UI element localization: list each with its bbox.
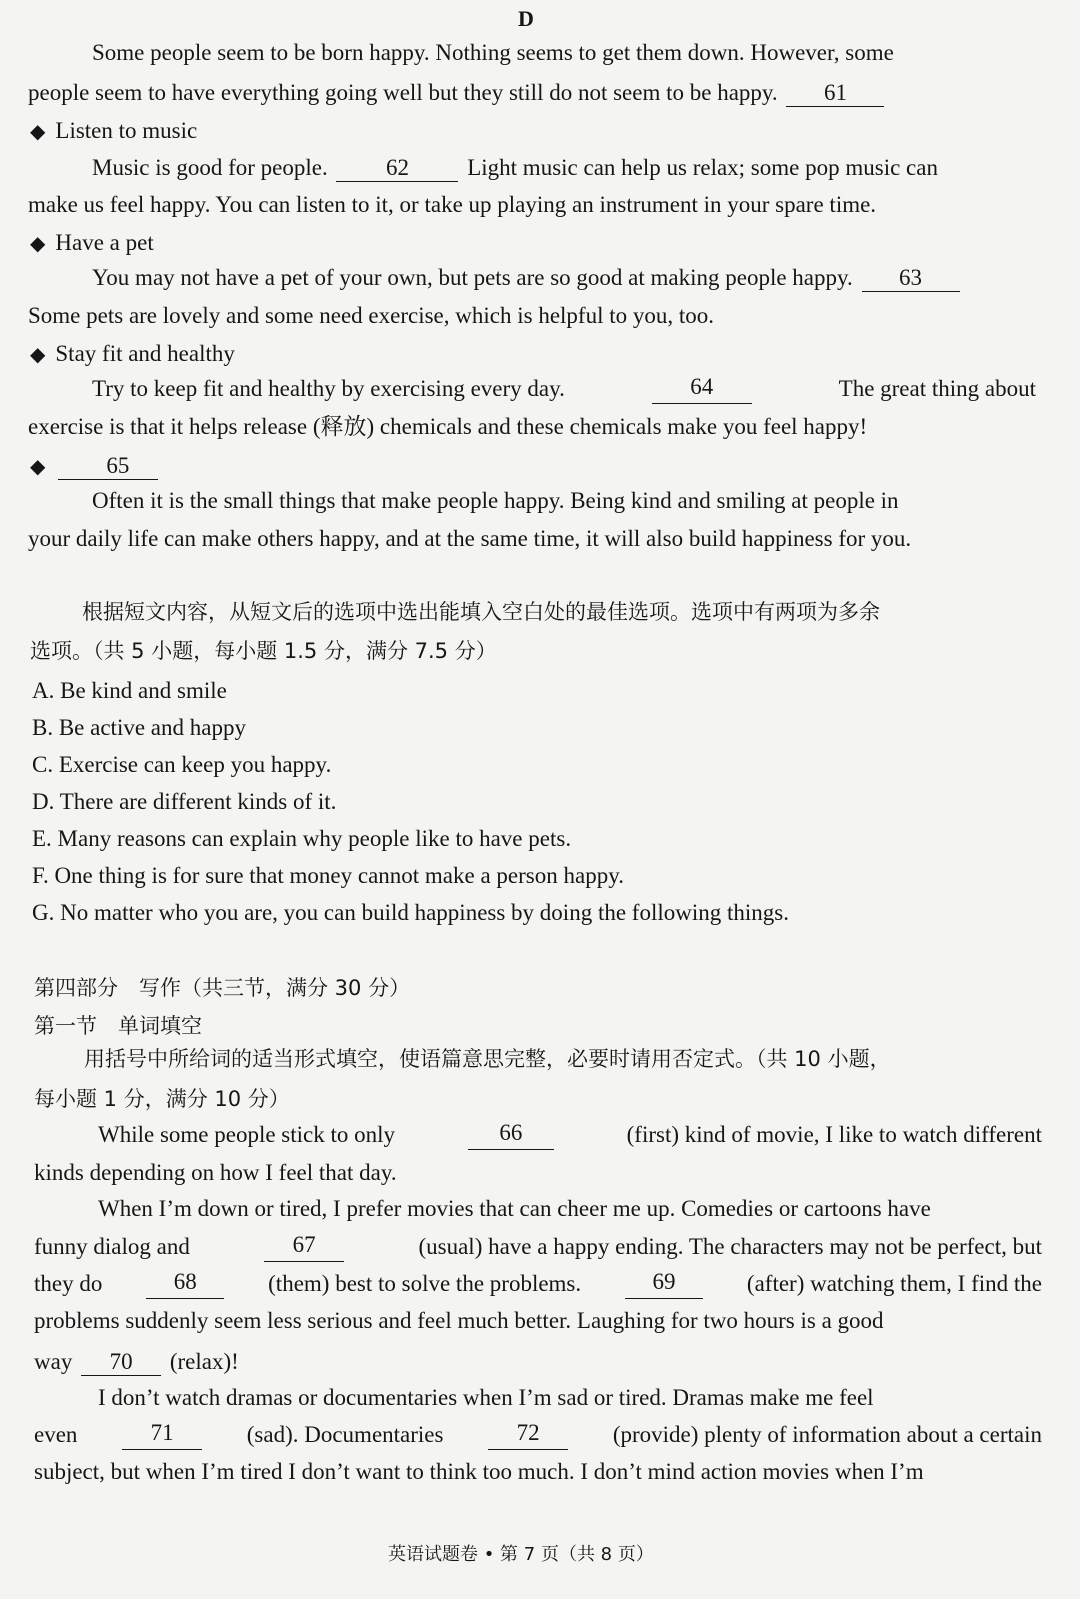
blank-72[interactable]: 72 bbox=[488, 1420, 568, 1450]
instructions-line-1: 根据短文内容，从短文后的选项中选出能填入空白处的最佳选项。选项中有两项为多余 bbox=[82, 600, 880, 624]
blank-70[interactable]: 70 bbox=[81, 1349, 161, 1376]
blank-65[interactable]: 65 bbox=[58, 453, 158, 480]
para1-line-1 bbox=[92, 153, 938, 183]
para4-line-1: Often it is the small things that make people happy. Being kind and smiling at people in bbox=[92, 488, 899, 513]
diamond-bullet-icon: ◆ bbox=[30, 344, 46, 366]
heading-blank-65 bbox=[30, 451, 161, 482]
blank-68[interactable]: 68 bbox=[146, 1269, 224, 1299]
cloze-p2-line-4: problems suddenly seem less serious and feel much better. Laughing for two hours is a good bbox=[34, 1308, 884, 1333]
cloze-p1-text-c: (first) kind of movie, I like to watch different bbox=[626, 1122, 1042, 1147]
cloze-p2-text-b: (usual) have a happy ending. The characters may not be perfect, but bbox=[418, 1234, 1042, 1259]
blank-61[interactable]: 61 bbox=[786, 80, 884, 107]
blank-63[interactable]: 63 bbox=[862, 265, 960, 292]
cloze-p3-line-2 bbox=[34, 1420, 1042, 1450]
blank-64[interactable]: 64 bbox=[652, 374, 752, 404]
intro-line-1: Some people seem to be born happy. Nothing seems to get them down. However, some bbox=[92, 40, 894, 65]
option-f: F. One thing is for sure that money cannot make a person happy. bbox=[32, 863, 624, 888]
cloze-p2-text-a: funny dialog and bbox=[34, 1234, 190, 1259]
cloze-p3-text-a: even bbox=[34, 1422, 78, 1447]
para1-line-2: make us feel happy. You can listen to it, or take up playing an instrument in your spare time. bbox=[28, 192, 877, 217]
heading-listen-to-music bbox=[30, 116, 197, 147]
cloze-p2-line-5 bbox=[34, 1347, 239, 1377]
cloze-p1-line-2: kinds depending on how I feel that day. bbox=[34, 1160, 397, 1185]
blank-62[interactable]: 62 bbox=[336, 155, 458, 182]
para3-text-a: Try to keep fit and healthy by exercising every day. bbox=[92, 376, 565, 401]
part4-instructions-line-2: 每小题 1 分，满分 10 分） bbox=[34, 1087, 290, 1111]
para3-line-2: exercise is that it helps release (释放) chemicals and these chemicals make you feel happy! bbox=[28, 414, 868, 439]
diamond-bullet-icon: ◆ bbox=[30, 121, 46, 143]
cloze-p3-text-c: (provide) plenty of information about a certain bbox=[612, 1422, 1042, 1447]
blank-66[interactable]: 66 bbox=[468, 1120, 554, 1150]
para2-text: You may not have a pet of your own, but pets are so good at making people happy. bbox=[92, 265, 853, 290]
cloze-p1-text-a: While some people stick to only bbox=[98, 1122, 396, 1147]
cloze-p1-line-1 bbox=[98, 1120, 1042, 1150]
heading-3-text: Stay fit and healthy bbox=[55, 341, 235, 366]
option-d: D. There are different kinds of it. bbox=[32, 789, 337, 814]
para1-text-b: Light music can help us relax; some pop music can bbox=[467, 155, 938, 180]
heading-stay-fit bbox=[30, 339, 235, 370]
cloze-p2-text-d: (them) best to solve the problems. bbox=[268, 1271, 582, 1296]
cloze-p2-line-2 bbox=[34, 1232, 1042, 1262]
instructions-line-2: 选项。（共 5 小题，每小题 1.5 分，满分 7.5 分） bbox=[30, 639, 497, 663]
part4-section1: 第一节 单词填空 bbox=[34, 1014, 202, 1038]
cloze-p2-line-1: When I’m down or tired, I prefer movies that can cheer me up. Comedies or cartoons have bbox=[98, 1196, 931, 1221]
intro-line-2 bbox=[28, 78, 887, 108]
option-b: B. Be active and happy bbox=[32, 715, 246, 740]
blank-71[interactable]: 71 bbox=[122, 1420, 202, 1450]
option-e: E. Many reasons can explain why people like to have pets. bbox=[32, 826, 572, 851]
cloze-p2-text-g: (relax)! bbox=[169, 1349, 239, 1374]
part4-title: 第四部分 写作（共三节，满分 30 分） bbox=[34, 976, 411, 1000]
cloze-p3-text-b: (sad). Documentaries bbox=[246, 1422, 444, 1447]
para2-line-2: Some pets are lovely and some need exercise, which is helpful to you, too. bbox=[28, 303, 714, 328]
option-a: A. Be kind and smile bbox=[32, 678, 227, 703]
para2-line-1 bbox=[92, 263, 963, 293]
heading-have-a-pet bbox=[30, 228, 154, 259]
para3-text-b: The great thing about bbox=[838, 376, 1036, 401]
diamond-bullet-icon: ◆ bbox=[30, 456, 46, 478]
cloze-p2-text-f: way bbox=[34, 1349, 73, 1374]
option-g: G. No matter who you are, you can build happiness by doing the following things. bbox=[32, 900, 789, 925]
cloze-p3-line-1: I don’t watch dramas or documentaries when I’m sad or tired. Dramas make me feel bbox=[98, 1385, 874, 1410]
para4-line-2: your daily life can make others happy, and at the same time, it will also build happiness for you. bbox=[28, 526, 912, 551]
cloze-p3-line-3: subject, but when I’m tired I don’t want to think too much. I don’t mind action movies when I’m bbox=[34, 1459, 924, 1484]
blank-67[interactable]: 67 bbox=[264, 1232, 344, 1262]
blank-69[interactable]: 69 bbox=[625, 1269, 703, 1299]
cloze-p2-text-c: they do bbox=[34, 1271, 103, 1296]
intro-line-2-text: people seem to have everything going well but they still do not seem to be happy. bbox=[28, 80, 778, 105]
part4-instructions-line-1: 用括号中所给词的适当形式填空，使语篇意思完整，必要时请用否定式。（共 10 小题， bbox=[84, 1047, 891, 1071]
page-footer: 英语试题卷 • 第 7 页（共 8 页） bbox=[388, 1544, 654, 1565]
para3-line-1 bbox=[92, 374, 1036, 404]
cloze-p2-text-e: (after) watching them, I find the bbox=[746, 1271, 1042, 1296]
heading-2-text: Have a pet bbox=[55, 230, 154, 255]
option-c: C. Exercise can keep you happy. bbox=[32, 752, 332, 777]
heading-1-text: Listen to music bbox=[55, 118, 198, 143]
para1-text-a: Music is good for people. bbox=[92, 155, 328, 180]
section-letter: D bbox=[518, 6, 534, 31]
cloze-p2-line-3 bbox=[34, 1269, 1042, 1299]
diamond-bullet-icon: ◆ bbox=[30, 233, 46, 255]
